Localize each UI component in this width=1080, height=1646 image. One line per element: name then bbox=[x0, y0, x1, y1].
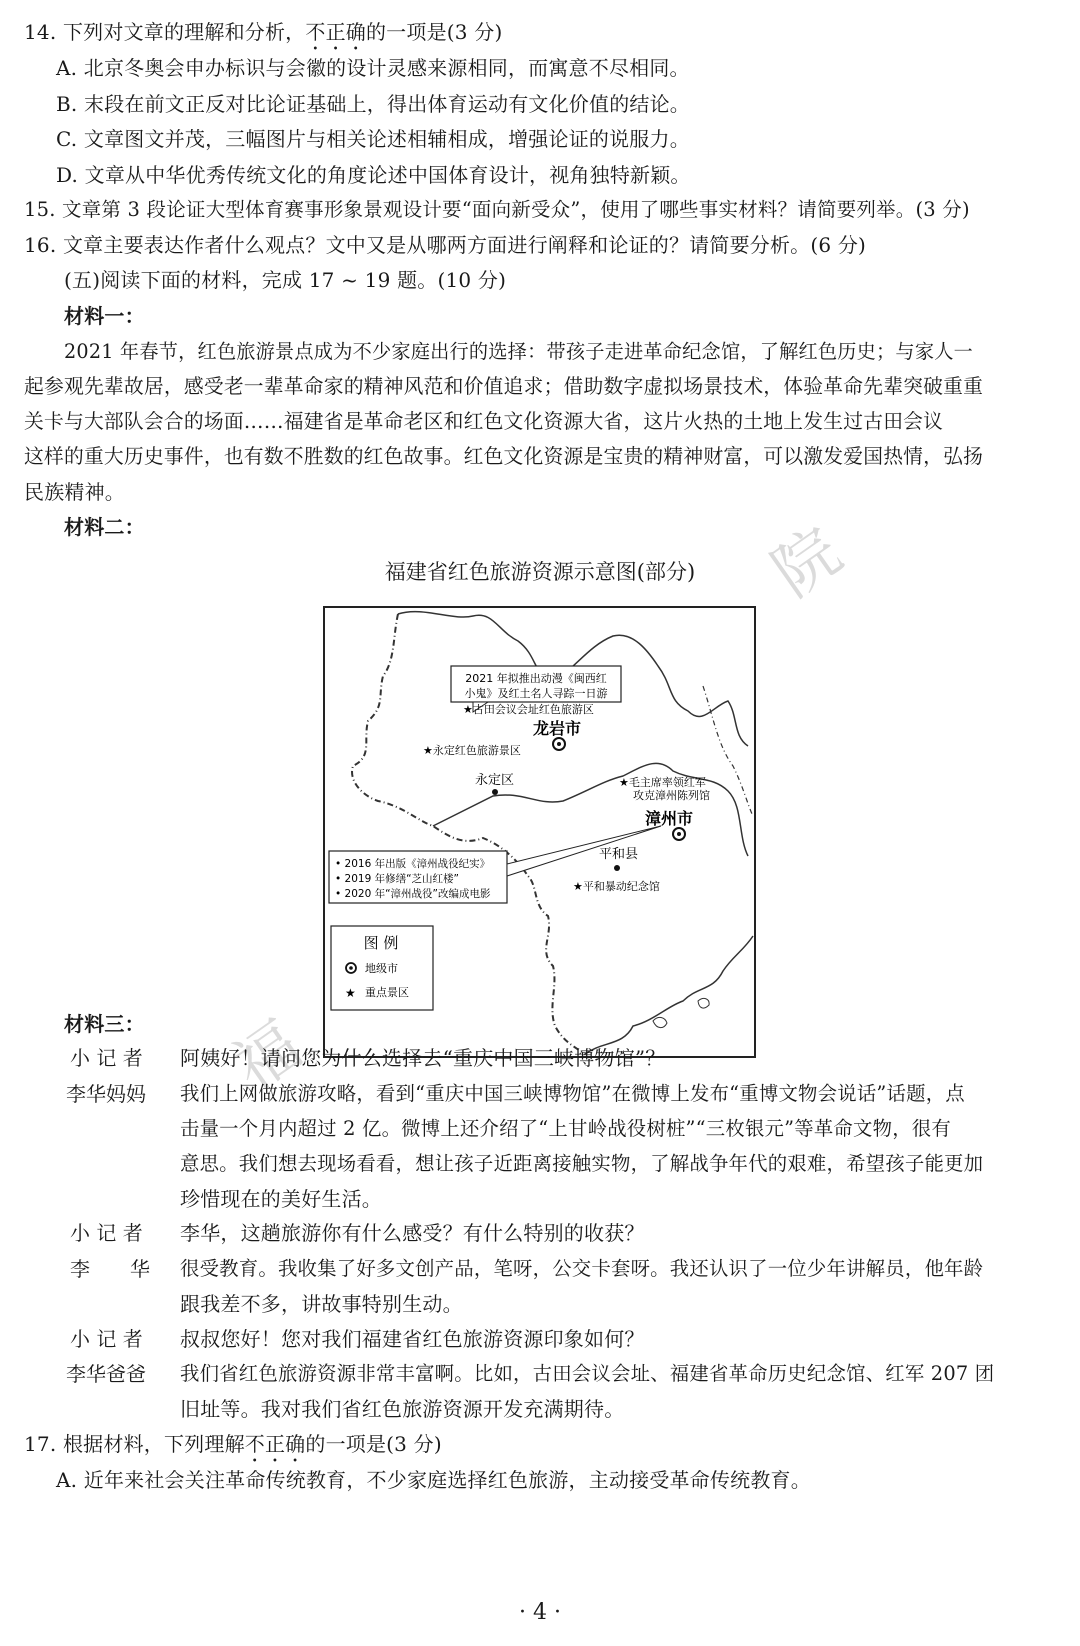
mao-site-label-1: ★毛主席率领红军 bbox=[619, 776, 706, 789]
material-1-label: 材料一： bbox=[64, 304, 145, 328]
dialogue-speaker-3: 小 记 者 bbox=[70, 1221, 143, 1245]
legend-city-label: 地级市 bbox=[365, 962, 398, 975]
q17-stem: 17. 根据材料，下列理解不正确的一项是(3 分) bbox=[24, 1432, 442, 1456]
watermark-char-1: 院 bbox=[760, 514, 855, 612]
q14-emphasis: 不正确 bbox=[305, 20, 366, 44]
dialogue-line-6b: 旧址等。我对我们省红色旅游资源开发充满期待。 bbox=[180, 1397, 625, 1421]
longyan-city-marker-dot bbox=[557, 742, 561, 746]
legend-title: 图 例 bbox=[363, 934, 399, 952]
legend-star-icon: ★ bbox=[345, 986, 356, 1000]
dialogue-line-4b: 跟我差不多，讲故事特别生动。 bbox=[180, 1292, 463, 1316]
dialogue-line-2a: 我们上网做旅游攻略，看到“重庆中国三峡博物馆”在微博上发布“重博文物会说话”话题，点 bbox=[180, 1082, 965, 1105]
mao-site-label-2: 攻克漳州陈列馆 bbox=[633, 789, 710, 802]
legend-site-label: 重点景区 bbox=[365, 986, 409, 999]
legend-city-marker-dot bbox=[349, 966, 353, 970]
pinghe-county-label: 平和县 bbox=[599, 847, 639, 862]
q14-option-d: D. 文章从中华优秀传统文化的角度论述中国体育设计，视角独特新颖。 bbox=[56, 163, 691, 187]
callout-left-line-2: • 2019 年修缮“芝山红楼” bbox=[335, 873, 459, 885]
q17-option-a: A. 近年来社会关注革命传统教育，不少家庭选择红色旅游，主动接受革命传统教育。 bbox=[56, 1468, 811, 1492]
dialogue-speaker-4: 李 华 bbox=[70, 1257, 150, 1281]
dialogue-line-5: 叔叔您好！您对我们福建省红色旅游资源印象如何？ bbox=[180, 1327, 645, 1351]
q15-stem: 15. 文章第 3 段论证大型体育赛事形象景观设计要“面向新受众”，使用了哪些事实材料？请简要列举。(3 分) bbox=[24, 198, 970, 221]
callout-left-line-1: • 2016 年出版《漳州战役纪实》 bbox=[335, 858, 491, 870]
map-title: 福建省红色旅游资源示意图(部分) bbox=[384, 560, 696, 584]
dialogue-speaker-2: 李华妈妈 bbox=[66, 1082, 146, 1106]
dialogue-line-4a: 很受教育。我收集了好多文创产品，笔呀，公交卡套呀。我还认识了一位少年讲解员，他年龄 bbox=[180, 1257, 984, 1280]
callout-left-line-3: • 2020 年“漳州战役”改编成电影 bbox=[335, 888, 491, 900]
dialogue-speaker-5: 小 记 者 bbox=[70, 1327, 143, 1351]
dialogue-speaker-6: 李华爸爸 bbox=[66, 1362, 146, 1386]
q14-option-a: A. 北京冬奥会申办标识与会徽的设计灵感来源相同，而寓意不尽相同。 bbox=[56, 56, 690, 80]
longyan-city-label: 龙岩市 bbox=[533, 719, 582, 738]
material-1-line-4: 这样的重大历史事件，也有数不胜数的红色故事。红色文化资源是宝贵的精神财富，可以激发爱国热情，弘扬 bbox=[24, 445, 984, 468]
watermark-char-2: 福 bbox=[220, 1008, 315, 1106]
yongding-site-label: ★永定红色旅游景区 bbox=[423, 744, 521, 757]
pinghe-site-label: ★平和暴动纪念馆 bbox=[573, 880, 660, 893]
dialogue-speaker-1: 小 记 者 bbox=[70, 1046, 143, 1070]
page-number: · 4 · bbox=[519, 1600, 561, 1625]
q14-option-b: B. 末段在前文正反对比论证基础上，得出体育运动有文化价值的结论。 bbox=[56, 92, 691, 116]
q16-stem: 16. 文章主要表达作者什么观点？文中又是从哪两方面进行阐释和论证的？请简要分析。(6 分) bbox=[24, 233, 867, 257]
dialogue-line-2b: 击量一个月内超过 2 亿。微博上还介绍了“上甘岭战役树桩”“三枚银元”等革命文物，很有 bbox=[180, 1117, 951, 1140]
material-1-line-1: 2021 年春节，红色旅游景点成为不少家庭出行的选择：带孩子走进革命纪念馆，了解红色历史；与家人一 bbox=[64, 340, 973, 363]
material-1-line-2: 起参观先辈故居，感受老一辈革命家的精神风范和价值追求；借助数字虚拟场景技术，体验革命先辈突破重重 bbox=[24, 375, 984, 398]
yongding-district-label: 永定区 bbox=[475, 773, 515, 788]
section-5-heading: (五)阅读下面的材料，完成 17 ~ 19 题。(10 分) bbox=[64, 268, 507, 292]
dialogue-line-3: 李华，这趟旅游你有什么感受？有什么特别的收获？ bbox=[180, 1221, 645, 1245]
material-1-line-3: 关卡与大部队会合的场面……福建省是革命老区和红色文化资源大省，这片火热的土地上发生过古田会议 bbox=[24, 410, 944, 433]
material-2-label: 材料二： bbox=[64, 515, 145, 539]
material-3-label: 材料三： bbox=[64, 1012, 145, 1036]
callout-top-line-1: 2021 年拟推出动漫《闽西红 bbox=[465, 672, 607, 685]
dialogue-line-1: 阿姨好！请问您为什么选择去“重庆中国三峡博物馆”？ bbox=[180, 1046, 666, 1070]
zhangzhou-city-label: 漳州市 bbox=[645, 809, 694, 828]
zhangzhou-city-marker-dot bbox=[677, 832, 681, 836]
q14-option-c: C. 文章图文并茂，三幅图片与相关论述相辅相成，增强论证的说服力。 bbox=[56, 127, 690, 151]
q14-stem: 14. 下列对文章的理解和分析，不正确的一项是(3 分) bbox=[24, 20, 503, 44]
material-1-line-5: 民族精神。 bbox=[24, 480, 125, 504]
pinghe-county-marker bbox=[614, 865, 620, 871]
yongding-district-marker bbox=[492, 789, 498, 795]
dialogue-line-2d: 珍惜现在的美好生活。 bbox=[180, 1187, 382, 1211]
gutian-site-label: ★古田会议会址红色旅游区 bbox=[463, 703, 594, 716]
q17-emphasis: 不正确 bbox=[244, 1432, 306, 1456]
dialogue-line-2c: 意思。我们想去现场看看，想让孩子近距离接触实物，了解战争年代的艰难，希望孩子能更加 bbox=[180, 1152, 984, 1175]
dialogue-line-6a: 我们省红色旅游资源非常丰富啊。比如，古田会议会址、福建省革命历史纪念馆、红军 207 团 bbox=[180, 1362, 995, 1385]
callout-top-line-2: 小鬼》及红土名人寻踪一日游 bbox=[464, 687, 608, 700]
fujian-map bbox=[323, 606, 756, 1058]
